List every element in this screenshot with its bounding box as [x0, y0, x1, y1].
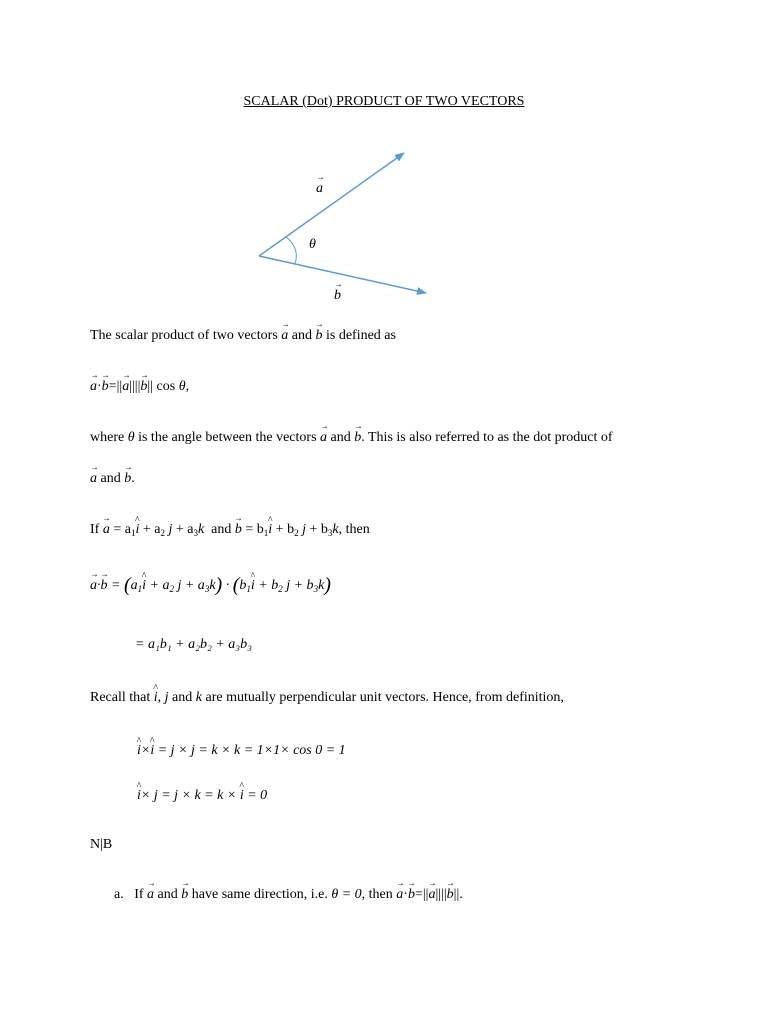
recall-line: Recall that ^ i, j and k are mutually perpendicular unit vectors. Hence, from definition, — [90, 689, 564, 707]
angle-arc — [286, 237, 296, 264]
nb-item-a: a. If → a and → b have same direction, i.e. θ = 0, then → a·→ b=||→ a||||→ b||. — [114, 886, 463, 904]
definition-intro: The scalar product of two vectors → a and → b is defined as — [90, 327, 396, 345]
vector-a-arrow — [259, 153, 404, 256]
identity-line-2: ^ i× j = j × k = k × ^ i = 0 — [137, 787, 267, 805]
dot-product-expansion-formula: → $a\cdot\to b = (a_1\^{}$ $i + a_2$ $j + a_3k$) · ($b_1\^{}$ $i + b_2$ $j + b_3k$) — [90, 576, 331, 595]
angle-label: θ — [309, 237, 316, 252]
page-title: SCALAR (Dot) PRODUCT OF TWO VECTORS — [243, 94, 525, 109]
vector-b-arrow — [259, 256, 426, 293]
dot-product-result-formula: = a₁b₁ + a₂b₂ + a₃b₃ — [135, 637, 253, 652]
vector-b-label: → b — [334, 287, 341, 305]
vector-a-label: → a — [316, 180, 323, 198]
component-form-line: $If \to a = a_1\^{}$ $i + a_2$ $j + a_3k$ and → $b = b_1\^{}$ $i + b_2$ $j + b_3k$, then — [90, 521, 370, 539]
definition-line-2: → a and → b. — [90, 470, 135, 488]
identity-line-1: ^ i×^ i = j × j = k × k = 1×1× cos 0 = 1 — [137, 742, 346, 760]
vector-diagram — [250, 140, 450, 310]
nb-label: N|B — [90, 837, 113, 852]
definition-where-line: where θ is the angle between the vectors → a and → b. This is also referred to as the dot product of — [90, 429, 613, 447]
dot-product-definition-formula: → a·→ b=||→ a||||→ b|| cos θ, — [90, 378, 189, 396]
